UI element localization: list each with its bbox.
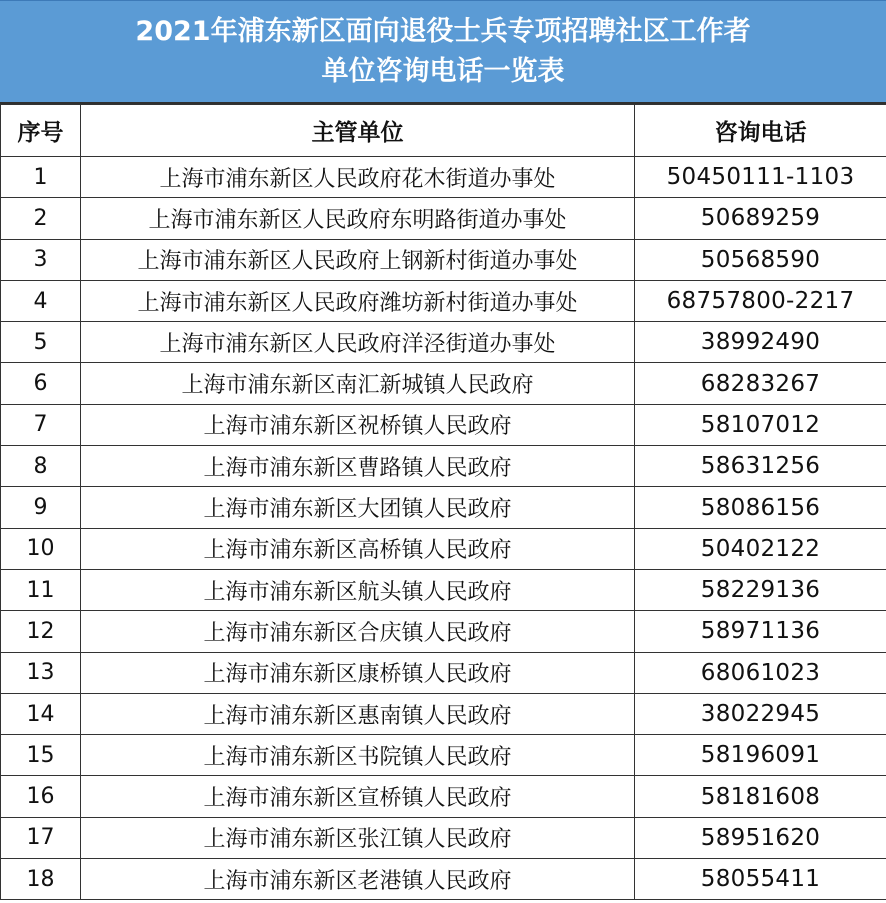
cell-tel: 58107012 xyxy=(635,404,886,445)
table-row xyxy=(1,776,886,817)
cell-unit: 上海市浦东新区合庆镇人民政府 xyxy=(81,611,635,652)
cell-tel: 38992490 xyxy=(635,322,886,363)
cell-tel: 50568590 xyxy=(635,239,886,280)
table-row xyxy=(1,363,886,404)
table-row xyxy=(1,859,886,900)
table-row xyxy=(1,693,886,734)
cell-no: 16 xyxy=(1,776,81,817)
cell-tel: 68283267 xyxy=(635,363,886,404)
cell-no: 17 xyxy=(1,817,81,858)
cell-unit: 上海市浦东新区书院镇人民政府 xyxy=(81,735,635,776)
cell-unit: 上海市浦东新区惠南镇人民政府 xyxy=(81,693,635,734)
cell-unit: 上海市浦东新区祝桥镇人民政府 xyxy=(81,404,635,445)
cell-tel: 58181608 xyxy=(635,776,886,817)
table-row xyxy=(1,446,886,487)
cell-unit: 上海市浦东新区人民政府上钢新村街道办事处 xyxy=(81,239,635,280)
cell-tel: 58055411 xyxy=(635,859,886,900)
contact-table xyxy=(0,104,886,900)
cell-no: 18 xyxy=(1,859,81,900)
table-row xyxy=(1,652,886,693)
table-row xyxy=(1,735,886,776)
cell-no: 11 xyxy=(1,569,81,610)
cell-tel: 68757800-2217 xyxy=(635,280,886,321)
table-row xyxy=(1,487,886,528)
title-banner xyxy=(0,0,886,104)
column-header-no: 序号 xyxy=(1,105,81,157)
cell-unit: 上海市浦东新区康桥镇人民政府 xyxy=(81,652,635,693)
column-header-tel: 咨询电话 xyxy=(635,105,886,157)
table-row xyxy=(1,157,886,198)
table-row xyxy=(1,280,886,321)
cell-no: 7 xyxy=(1,404,81,445)
cell-tel: 38022945 xyxy=(635,693,886,734)
cell-no: 13 xyxy=(1,652,81,693)
table-row xyxy=(1,404,886,445)
cell-unit: 上海市浦东新区老港镇人民政府 xyxy=(81,859,635,900)
table-row xyxy=(1,611,886,652)
table-row xyxy=(1,528,886,569)
table-row xyxy=(1,239,886,280)
cell-tel: 58086156 xyxy=(635,487,886,528)
cell-unit: 上海市浦东新区人民政府东明路街道办事处 xyxy=(81,198,635,239)
cell-unit: 上海市浦东新区宣桥镇人民政府 xyxy=(81,776,635,817)
cell-no: 6 xyxy=(1,363,81,404)
cell-tel: 68061023 xyxy=(635,652,886,693)
cell-no: 3 xyxy=(1,239,81,280)
cell-unit: 上海市浦东新区南汇新城镇人民政府 xyxy=(81,363,635,404)
cell-no: 2 xyxy=(1,198,81,239)
cell-no: 5 xyxy=(1,322,81,363)
table-header-row xyxy=(1,105,886,157)
cell-tel: 58951620 xyxy=(635,817,886,858)
cell-tel: 50689259 xyxy=(635,198,886,239)
table-row xyxy=(1,198,886,239)
cell-tel: 58196091 xyxy=(635,735,886,776)
cell-no: 14 xyxy=(1,693,81,734)
cell-tel: 58631256 xyxy=(635,446,886,487)
cell-unit: 上海市浦东新区人民政府洋泾街道办事处 xyxy=(81,322,635,363)
table-row xyxy=(1,817,886,858)
table-body xyxy=(1,157,886,900)
cell-unit: 上海市浦东新区航头镇人民政府 xyxy=(81,569,635,610)
cell-no: 9 xyxy=(1,487,81,528)
cell-no: 10 xyxy=(1,528,81,569)
table-row xyxy=(1,322,886,363)
cell-no: 12 xyxy=(1,611,81,652)
cell-tel: 50450111-1103 xyxy=(635,157,886,198)
cell-no: 15 xyxy=(1,735,81,776)
table-row xyxy=(1,569,886,610)
cell-unit: 上海市浦东新区张江镇人民政府 xyxy=(81,817,635,858)
cell-no: 8 xyxy=(1,446,81,487)
cell-unit: 上海市浦东新区大团镇人民政府 xyxy=(81,487,635,528)
title-line-1: 2021年浦东新区面向退役士兵专项招聘社区工作者 xyxy=(135,15,751,47)
cell-tel: 58971136 xyxy=(635,611,886,652)
cell-no: 4 xyxy=(1,280,81,321)
cell-unit: 上海市浦东新区人民政府潍坊新村街道办事处 xyxy=(81,280,635,321)
cell-tel: 50402122 xyxy=(635,528,886,569)
cell-unit: 上海市浦东新区高桥镇人民政府 xyxy=(81,528,635,569)
cell-unit: 上海市浦东新区曹路镇人民政府 xyxy=(81,446,635,487)
title-line-2: 单位咨询电话一览表 xyxy=(321,55,565,87)
cell-unit: 上海市浦东新区人民政府花木街道办事处 xyxy=(81,157,635,198)
column-header-unit: 主管单位 xyxy=(81,105,635,157)
cell-no: 1 xyxy=(1,157,81,198)
cell-tel: 58229136 xyxy=(635,569,886,610)
